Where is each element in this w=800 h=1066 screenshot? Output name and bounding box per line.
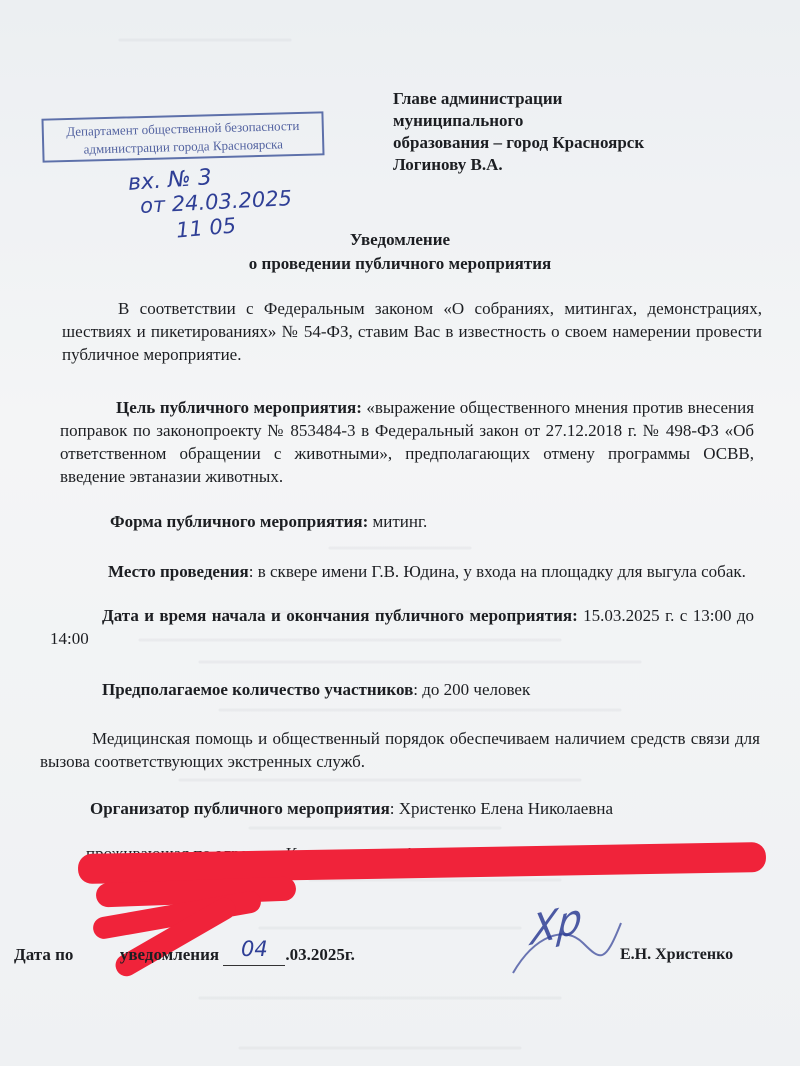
addressee-line-3: образования – город Красноярск xyxy=(393,133,645,152)
form-label: Форма публичного мероприятия: xyxy=(110,512,369,531)
medical-text: Медицинская помощь и общественный порядок обеспечиваем наличием средств связи для вызова соответствующих экстренных служб. xyxy=(40,729,760,771)
intro-paragraph xyxy=(62,297,762,366)
handwritten-in-number: вх. № 3 xyxy=(127,165,213,196)
stamp-line-2: администрации города Красноярска xyxy=(83,136,284,157)
notice-subtitle: о проведении публичного мероприятия xyxy=(248,254,552,273)
submission-date-line xyxy=(14,937,355,966)
purpose-text: «выражение общественного мнения против внесения поправок по законопроекту № 853484-3 в Федеральный закон от 27.12.2018 г. № 498-ФЗ «Об ответственном обращении с животными», предполагающих отмену программы ОСВВ, введение эвтаназии животных. xyxy=(60,398,755,486)
addressee-line-1: Главе администрации xyxy=(393,89,563,108)
participants-value: : до 200 человек xyxy=(413,680,531,699)
organizer-label: Организатор публичного мероприятия xyxy=(90,799,390,818)
participants-label: Предполагаемое количество участников xyxy=(102,680,414,699)
handwritten-date: от 24.03.2025 xyxy=(139,186,293,218)
datetime-label: Дата и время начала и окончания публичного мероприятия: xyxy=(102,606,578,625)
organizer-value: : Христенко Елена Николаевна xyxy=(389,799,614,818)
signatory-name: Е.Н. Христенко xyxy=(620,946,734,963)
form-value: митинг. xyxy=(372,512,428,531)
datetime-paragraph xyxy=(50,604,754,650)
submission-day-handwritten: 04 xyxy=(240,937,268,961)
signature-flourish xyxy=(505,915,625,985)
submission-label-start: Дата по xyxy=(14,945,74,964)
handwritten-time: 11 05 xyxy=(175,213,238,243)
organizer-paragraph xyxy=(36,797,766,820)
intro-text: В соответствии с Федеральным законом «О собраниях, митингах, демонстрациях, шествиях и пикетированиях» № 54-ФЗ, ставим Вас в известность о своем намерении провести публичное мероприятие. xyxy=(62,299,762,364)
notice-title: Уведомление xyxy=(349,230,451,249)
submission-label-end: уведомления xyxy=(119,945,220,964)
place-value: : в сквере имени Г.В. Юдина, у входа на площадку для выгула собак. xyxy=(248,562,746,581)
stamp-line-1: Департамент общественной безопасности xyxy=(66,117,300,140)
place-label: Место проведения xyxy=(108,562,249,581)
place-paragraph xyxy=(58,560,754,583)
signature-mark: Хр xyxy=(529,894,584,956)
submission-rest: .03.2025г. xyxy=(285,945,355,964)
addressee-line-2: муниципального xyxy=(393,111,524,130)
purpose-paragraph xyxy=(60,396,754,488)
datetime-value: 15.03.2025 г. с 13:00 до 14:00 xyxy=(50,606,754,648)
registration-stamp xyxy=(41,111,324,162)
addressee-line-4: Логинову В.А. xyxy=(393,155,503,174)
purpose-label: Цель публичного мероприятия: xyxy=(116,398,362,417)
medical-paragraph xyxy=(40,727,760,773)
addressee-block xyxy=(393,88,644,176)
participants-line xyxy=(102,680,530,700)
form-line xyxy=(110,512,427,532)
submission-day xyxy=(223,937,285,966)
